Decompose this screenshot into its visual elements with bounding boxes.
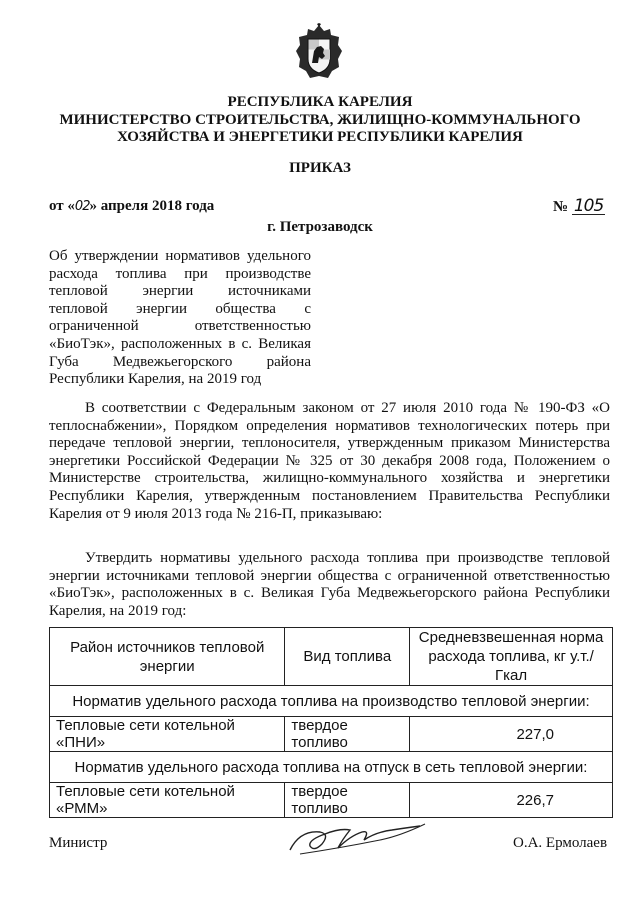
fuel-cell: твердое топливо [285, 783, 410, 818]
value-cell: 226,7 [410, 783, 613, 818]
fuel-cell: твердое топливо [285, 717, 410, 752]
city-line: г. Петрозаводск [267, 219, 373, 235]
column-header: Средневзвешенная норма расхода топлива, кг у.т./Гкал [410, 628, 613, 686]
number-prefix: № [553, 199, 569, 215]
order-subject: Об утверждении нормативов удельного расхода топлива при производстве тепловой энергии источниками тепловой энергии общества с ограниченной ответственностью «БиоТэк», расположенных в с. Великая Губа Медвежьегорского района Республики Карелия, на 2019 год [49, 248, 311, 388]
value-cell: 227,0 [410, 717, 613, 752]
body-paragraph-1: В соответствии с Федеральным законом от 27 июля 2010 года № 190-ФЗ «О теплоснабжении», Порядком определения нормативов технологических потерь при передаче тепловой энергии, теплоносителя, утвержденным приказом Министерства энергетики Российской Федерации № 325 от 30 декабря 2008 года, Положением о Министерстве строительства, жилищно-коммунального хозяйства и энергетики Республики Карелия, утвержденным постановлением Правительства Республики Карелия от 9 июля 2013 года № 216-П, приказываю: [49, 400, 610, 522]
order-number [553, 198, 605, 216]
table-section-row [50, 752, 613, 783]
doc-type-heading: ПРИКАЗ [289, 160, 351, 176]
section-label: Норматив удельного расхода топлива на производство тепловой энергии: [50, 686, 613, 717]
column-header: Район источников тепловой энергии [50, 628, 285, 686]
norms-table [49, 627, 613, 818]
date-suffix: » апреля 2018 года [89, 198, 215, 214]
table-section-row [50, 686, 613, 717]
column-header: Вид топлива [285, 628, 410, 686]
republic-heading: РЕСПУБЛИКА КАРЕЛИЯ [227, 94, 413, 110]
source-cell: Тепловые сети котельной «РММ» [50, 783, 285, 818]
minister-title: Министр [49, 835, 108, 851]
handwritten-signature [280, 810, 430, 860]
table-row [50, 717, 613, 752]
karelia-coat-of-arms-icon [294, 23, 344, 81]
ministry-heading-line2: ХОЗЯЙСТВА И ЭНЕРГЕТИКИ РЕСПУБЛИКИ КАРЕЛИЯ [117, 129, 523, 145]
number-value: 105 [573, 196, 604, 216]
ministry-heading-line1: МИНИСТЕРСТВО СТРОИТЕЛЬСТВА, ЖИЛИЩНО-КОММУНАЛЬНОГО [59, 112, 581, 128]
date-prefix: от « [49, 198, 75, 214]
order-date [49, 198, 214, 215]
section-label: Норматив удельного расхода топлива на отпуск в сеть тепловой энергии: [50, 752, 613, 783]
date-day: 02 [74, 199, 90, 214]
table-header-row [50, 628, 613, 686]
body-paragraph-2: Утвердить нормативы удельного расхода топлива при производстве тепловой энергии источниками тепловой энергии общества с ограниченной ответственностью «БиоТэк», расположенных в с. Великая Губа Медвежьегорского района Республики Карелия, на 2019 год: [49, 550, 610, 619]
signer-name: О.А. Ермолаев [513, 835, 608, 851]
source-cell: Тепловые сети котельной «ПНИ» [50, 717, 285, 752]
